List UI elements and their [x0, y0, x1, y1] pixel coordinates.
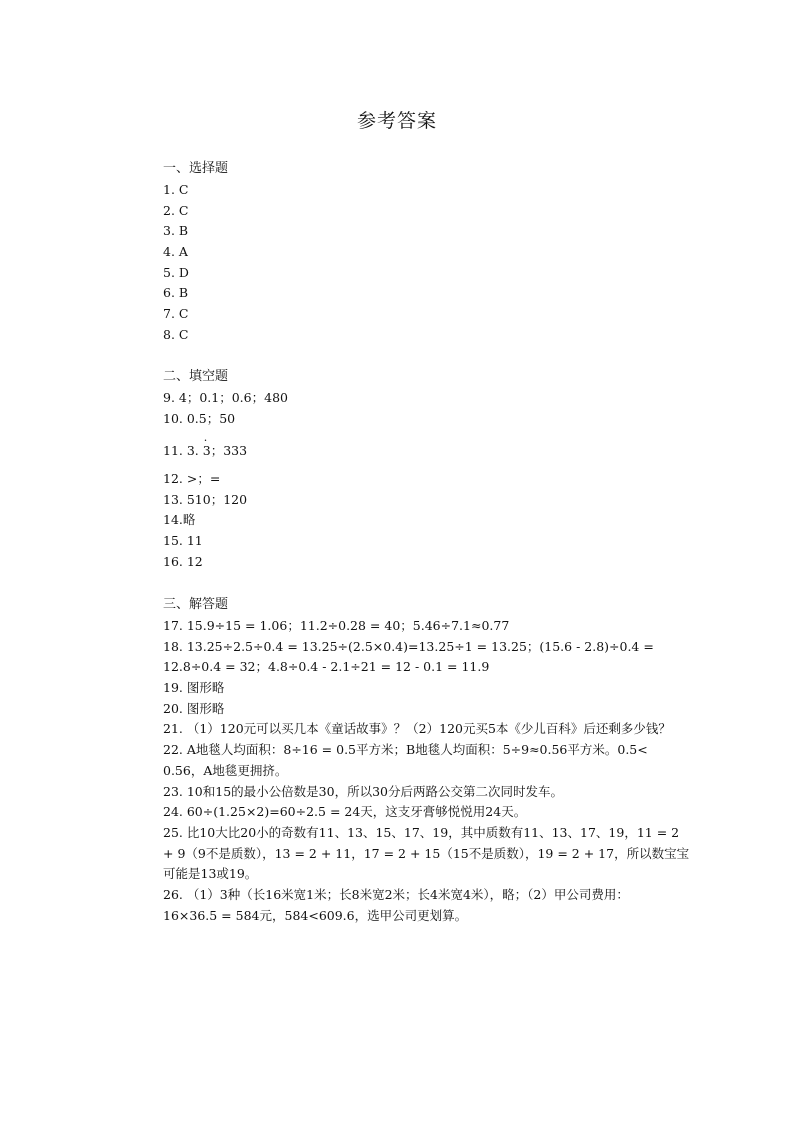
section-heading: 一、选择题 — [163, 161, 229, 176]
section-solutions — [163, 594, 738, 926]
answer-item: 6. B — [163, 285, 189, 301]
answer-item: 12. >；= — [163, 471, 221, 487]
answer-item: 2. C — [163, 202, 189, 218]
answer-item-continued: + 9（9不是质数），13 = 2 + 11，17 = 2 + 15（15不是质数），19 = 2 + 17，所以数宝宝 — [163, 845, 690, 861]
answer-item: 23. 10和15的最小公倍数是30，所以30分后两路公交第二次同时发车。 — [163, 783, 563, 799]
answer-item: 3. B — [163, 223, 189, 239]
section-multiple-choice — [163, 158, 738, 346]
answer-item: 8. C — [163, 326, 189, 342]
repeating-digit: . 3 — [203, 441, 211, 462]
answer-item: 17. 15.9÷15 = 1.06；11.2÷0.28 = 40；5.46÷7.1≈0.77 — [163, 618, 510, 633]
answer-item: 19. 图形略 — [163, 680, 225, 696]
answer-item-continued: 可能是13或19。 — [163, 866, 258, 882]
answer-item-continued: 16×36.5 = 584元，584<609.6，选甲公司更划算。 — [163, 907, 468, 923]
answer-item: 13. 510；120 — [163, 491, 248, 507]
answer-item: 15. 11 — [163, 533, 203, 549]
answer-text: 11. 3. — [163, 443, 199, 459]
section-heading: 三、解答题 — [163, 597, 229, 612]
answer-item: 7. C — [163, 306, 189, 322]
page-title: 参考答案 — [356, 110, 437, 132]
answer-item: 21. （1）120元可以买几本《童话故事》？（2）120元买5本《少儿百科》后还剩多少钱？ — [163, 721, 671, 737]
answer-item: 18. 13.25÷2.5÷0.4 = 13.25÷(2.5×0.4)=13.25÷1 = 13.25；(15.6 - 2.8)÷0.4 = — [163, 638, 654, 654]
answer-item: 14.略 — [163, 512, 196, 528]
answer-text: ；333 — [210, 443, 248, 459]
answer-item: 26. （1）3种（长16米宽1米；长8米宽2米；长4米宽4米），略；（2）甲公司费用： — [163, 886, 629, 902]
answer-item-continued: 0.56，A地毯更拥挤。 — [163, 762, 288, 778]
answer-item: 4. A — [163, 244, 188, 260]
answer-item-repeating-decimal — [163, 441, 738, 462]
answer-item: 9. 4；0.1；0.6；480 — [163, 390, 288, 405]
answer-item: 10. 0.5；50 — [163, 410, 236, 426]
section-fill-blanks — [163, 366, 738, 573]
answer-item: 24. 60÷(1.25×2)=60÷2.5 = 24天，这支牙膏够悦悦用24天。 — [163, 804, 527, 820]
answer-item: 1. C — [163, 182, 189, 197]
answer-item: 25. 比10大比20小的奇数有11、13、15、17、19，其中质数有11、13、17、19，11 = 2 — [163, 824, 680, 840]
answer-item: 5. D — [163, 264, 189, 280]
answer-item: 22. A地毯人均面积：8÷16 = 0.5平方米；B地毯人均面积：5÷9≈0.56平方米。0.5< — [163, 742, 648, 758]
answer-item: 20. 图形略 — [163, 700, 225, 716]
answer-item: 16. 12 — [163, 553, 203, 569]
section-heading: 二、填空题 — [163, 369, 229, 384]
answer-item-continued: 12.8÷0.4 = 32；4.8÷0.4 - 2.1÷21 = 12 - 0.1 = 11.9 — [163, 659, 490, 675]
